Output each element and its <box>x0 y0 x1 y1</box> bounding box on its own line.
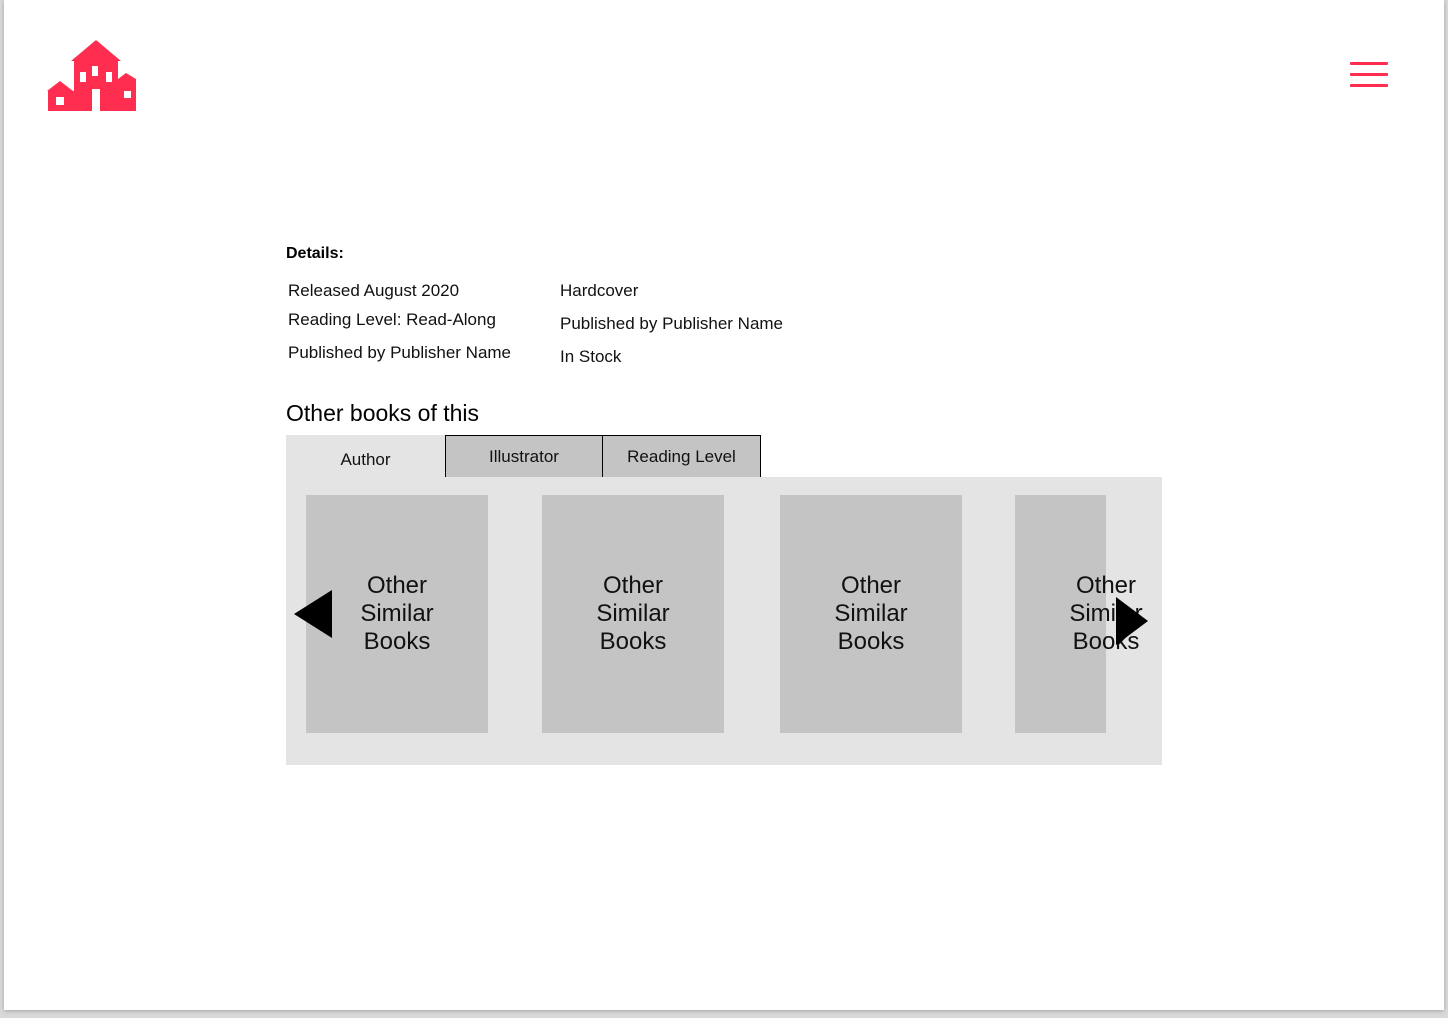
tab-illustrator[interactable]: Illustrator <box>445 435 603 477</box>
menu-bar <box>1350 84 1388 87</box>
book-card-label: Other Similar Books <box>834 572 908 655</box>
book-card[interactable] <box>542 495 724 733</box>
school-house-logo-icon[interactable] <box>44 39 136 113</box>
detail-reading-level: Reading Level: Read-Along <box>288 310 496 329</box>
book-card-label: Other Similar Books <box>596 572 670 655</box>
menu-bar <box>1350 73 1388 76</box>
book-card[interactable] <box>306 495 488 733</box>
carousel-next-arrow-icon[interactable] <box>1116 597 1148 645</box>
carousel-prev-arrow-icon[interactable] <box>294 590 332 638</box>
tab-author[interactable]: Author <box>286 435 445 478</box>
menu-bar <box>1350 62 1388 65</box>
page <box>4 0 1444 1010</box>
details-title: Details: <box>286 245 344 262</box>
tab-reading-level[interactable]: Reading Level <box>603 435 761 477</box>
book-card[interactable] <box>1015 495 1143 733</box>
hamburger-menu-icon[interactable] <box>1350 58 1390 90</box>
detail-release-date: Released August 2020 <box>288 281 460 300</box>
book-card-label: Other Similar Books <box>360 572 434 655</box>
detail-publisher-secondary: Published by Publisher Name <box>560 314 784 333</box>
book-card-label: Other Similar Books <box>1069 572 1143 655</box>
book-card[interactable] <box>780 495 962 733</box>
detail-stock-status: In Stock <box>560 347 622 366</box>
other-books-title: Other books of this <box>286 400 480 426</box>
book-carousel <box>286 477 1162 765</box>
detail-format: Hardcover <box>560 281 639 300</box>
detail-publisher: Published by Publisher Name <box>288 343 512 362</box>
